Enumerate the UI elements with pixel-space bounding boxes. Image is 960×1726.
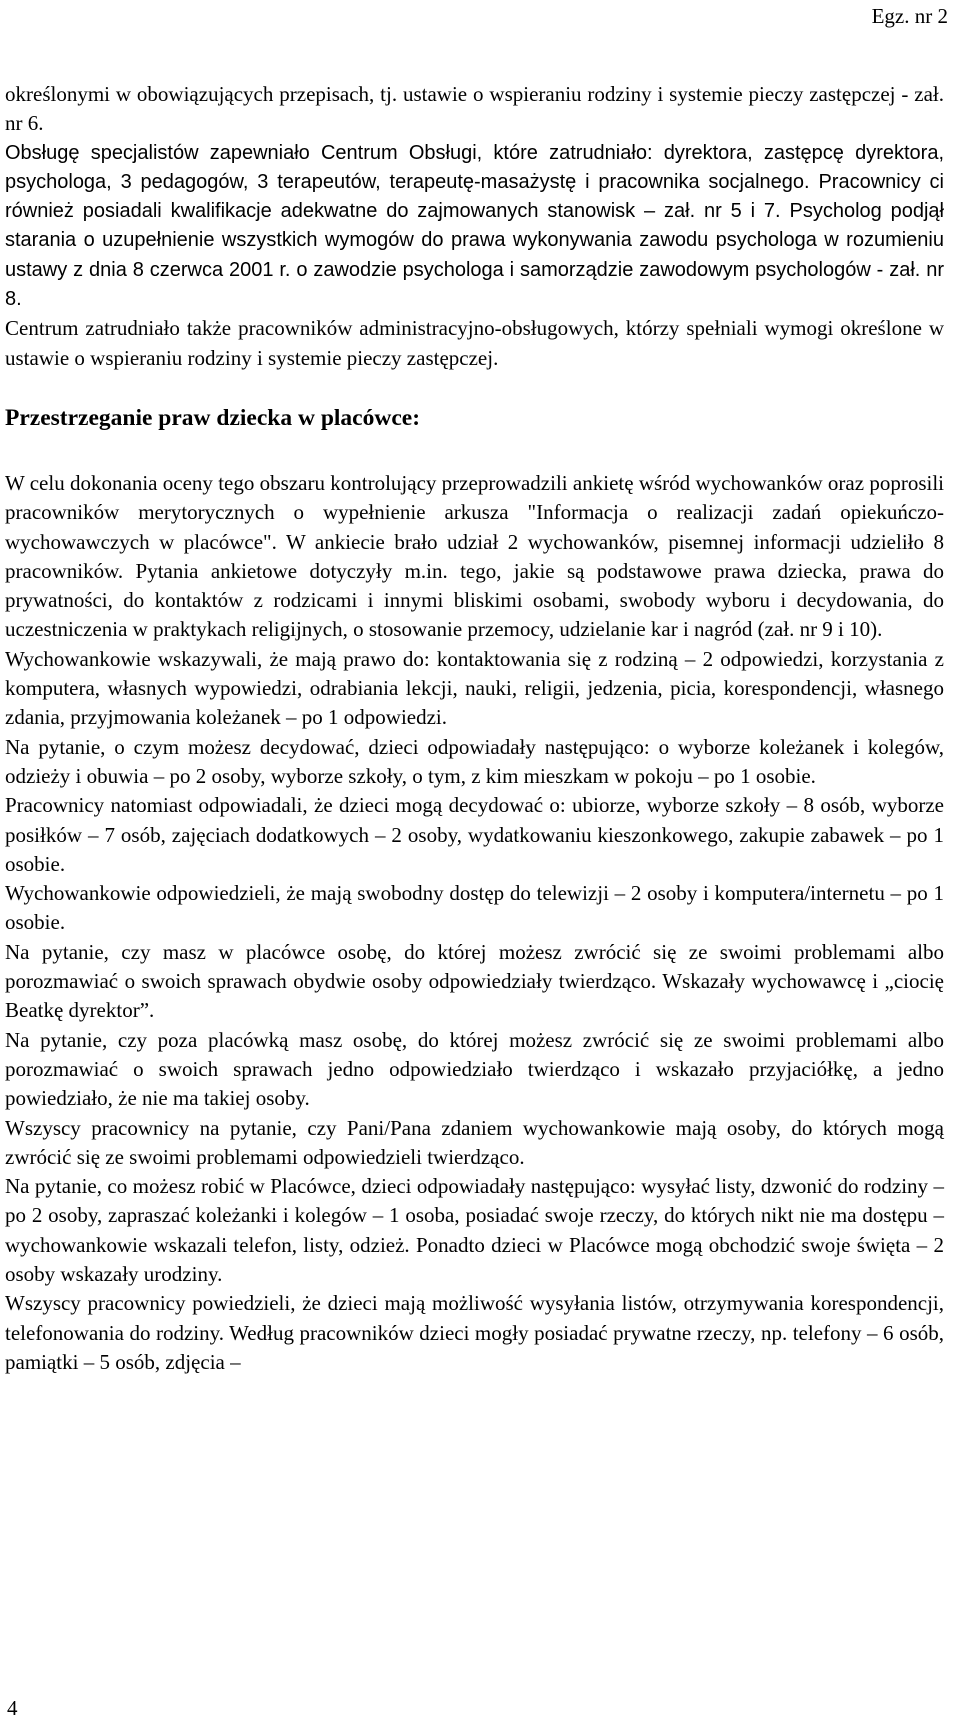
paragraph: Na pytanie, czy masz w placówce osobę, do której możesz zwrócić się ze swoimi problemami albo porozmawiać o swoich sprawach obydwie osoby odpowiedziały twierdząco. Wskazały wychowawcę i „ciocię Beatkę dyrektor”. xyxy=(5,939,944,1023)
paragraph: Pracownicy natomiast odpowiadali, że dzieci mogą decydować o: ubiorze, wyborze szkoły – 8 osób, wyborze posiłków – 7 osób, zajęciach dodatkowych – 2 osoby, wydatkowaniu kieszonkowego, zakupie zabawek – po 1 osobie. xyxy=(5,793,944,876)
section-heading: Przestrzeganie praw dziecka w placówce: xyxy=(5,404,421,431)
page-number: 4 xyxy=(7,1696,18,1720)
document-body xyxy=(5,80,944,1377)
exhibit-number: Egz. nr 2 xyxy=(871,4,948,28)
paragraph: Na pytanie, o czym możesz decydować, dzieci odpowiadały następująco: o wyborze koleżanek i kolegów, odzieży i obuwia – po 2 osoby, wyborze szkoły, o tym, z kim mieszkam w pokoju – po 1 osobie. xyxy=(5,734,944,788)
paragraph: Wychowankowie wskazywali, że mają prawo do: kontaktowania się z rodziną – 2 odpowiedzi, korzystania z komputera, własnych wypowiedzi, odrabiania lekcji, nauki, religii, jedzenia, picia, korespondencji, własnego zdania, przyjmowania koleżanek – po 1 odpowiedzi. xyxy=(5,646,944,730)
paragraph: Centrum zatrudniało także pracowników administracyjno-obsługowych, którzy spełniali wymogi określone w ustawie o wspieraniu rodziny i systemie pieczy zastępczej. xyxy=(5,316,944,370)
paragraph: W celu dokonania oceny tego obszaru kontrolujący przeprowadzili ankietę wśród wychowanków oraz poprosili pracowników merytorycznych o wypełnienie arkusza "Informacja o realizacji zadań opiekuńczo-wychowawczych w placówce". W ankiecie brało udział 2 wychowanków, pisemnej informacji udzieliło 8 pracowników. Pytania ankietowe dotyczyły m.in. tego, jakie są podstawowe prawa dziecka, prawa do prywatności, do kontaktów z rodzicami i innymi bliskimi osobami, swobody wyboru i decydowania, do uczestniczenia w praktykach religijnych, o stosowanie przemocy, udzielanie kar i nagród (zał. nr 9 i 10). xyxy=(5,470,944,642)
paragraph: Na pytanie, co możesz robić w Placówce, dzieci odpowiadały następująco: wysyłać listy, dzwonić do rodziny – po 2 osoby, zapraszać koleżanki i kolegów – 1 osoba, posiadać swoje rzeczy, do których nikt nie ma dostępu – wychowankowie wskazali telefon, listy, odzież. Ponadto dzieci w Placówce mogą obchodzić swoje święta – 2 osoby wskazały urodziny. xyxy=(5,1174,944,1286)
paragraph: określonymi w obowiązujących przepisach, tj. ustawie o wspieraniu rodziny i systemie pieczy zastępczej - zał. nr 6. xyxy=(5,82,944,136)
paragraph: Wychowankowie odpowiedzieli, że mają swobodny dostęp do telewizji – 2 osoby i komputera/internetu – po 1 osobie. xyxy=(5,881,944,935)
paragraph: Wszyscy pracownicy na pytanie, czy Pani/Pana zdaniem wychowankowie mają osoby, do których mogą zwrócić się ze swoimi problemami odpowiedzieli twierdząco. xyxy=(5,1115,944,1169)
paragraph: Wszyscy pracownicy powiedzieli, że dzieci mają możliwość wysyłania listów, otrzymywania korespondencji, telefonowania do rodziny. Według pracowników dzieci mogły posiadać prywatne rzeczy, np. telefony – 6 osób, pamiątki – 5 osób, zdjęcia – xyxy=(5,1291,944,1374)
paragraph: Na pytanie, czy poza placówką masz osobę, do której możesz zwrócić się ze swoimi problemami albo porozmawiać o swoich sprawach jedno odpowiedziało twierdząco i wskazało przyjaciółkę, a jedno powiedziało, że nie ma takiej osoby. xyxy=(5,1027,944,1111)
paragraph: Obsługę specjalistów zapewniało Centrum Obsługi, które zatrudniało: dyrektora, zastępcę dyrektora, psychologa, 3 pedagogów, 3 terapeutów, terapeutę-masażystę i pracownika socjalnego. Pracownicy ci również posiadali kwalifikacje adekwatne do zajmowanych stanowisk – zał. nr 5 i 7. Psycholog podjął starania o uzupełnienie wszystkich wymogów do prawa wykonywania zawodu psychologa w rozumieniu ustawy z dnia 8 czerwca 2001 r. o zawodzie psychologa i samorządzie zawodowym psychologów - zał. nr 8. xyxy=(5,141,944,311)
